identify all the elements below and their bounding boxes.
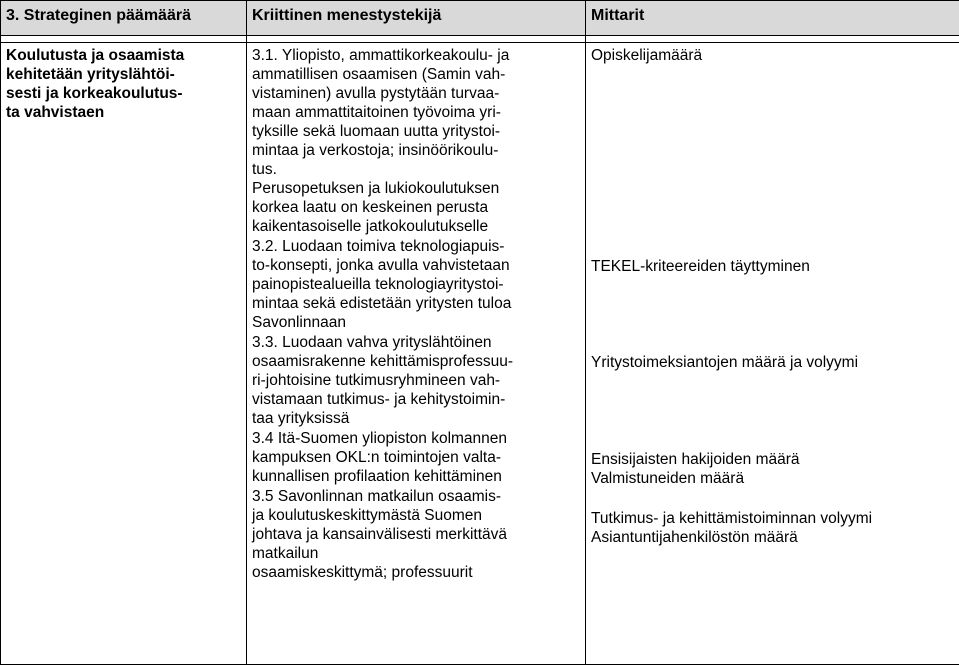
spacer-row [1, 36, 959, 43]
criterion-line: 3.3. Luodaan vahva yrityslähtöinen [252, 334, 492, 351]
criterion-line: 3.5 Savonlinnan matkailun osaamis- [252, 488, 501, 505]
criterion-line: mintaa ja verkostoja; insinöörikoulu- [252, 142, 499, 159]
measures-cell [586, 43, 959, 665]
measures-3-5 [591, 509, 954, 547]
criterion-line: matkailun [252, 545, 319, 562]
criterion-3-1 [252, 46, 580, 236]
criterion-line: ammatillisen osaamisen (Samin vah- [252, 66, 506, 83]
measure-line: Tutkimus- ja kehittämistoiminnan volyymi [591, 510, 873, 527]
criterion-line: ri-johtoisine tutkimusryhmineen vah- [252, 372, 501, 389]
criterion-3-4 [252, 429, 580, 486]
criterion-line: Savonlinnaan [252, 314, 346, 331]
criterion-line: vistamaan tutkimus- ja kehitystoimin- [252, 391, 506, 408]
criterion-line: Perusopetuksen ja lukiokoulutuksen [252, 180, 500, 197]
criterion-line: osaamisrakenne kehittämisprofessuu- [252, 353, 514, 370]
criterion-line: kaikentasoiselle jatkokoulutukselle [252, 218, 489, 235]
criterion-line: ja koulutuskeskittymästä Suomen [252, 507, 483, 524]
criterion-line: kunnallisen profilaation kehittäminen [252, 468, 502, 485]
strategic-goal-line: kehitetään yrityslähtöi- [6, 66, 175, 83]
measures-3-1 [591, 46, 954, 256]
measures-3-4 [591, 450, 954, 508]
header-row [1, 1, 959, 36]
criterion-3-5 [252, 487, 580, 582]
header-measures: Mittarit [586, 1, 959, 36]
content-row [1, 43, 959, 665]
criterion-line: maan ammattitaitoinen työvoima yri- [252, 104, 501, 121]
critical-factors-cell [247, 43, 586, 665]
header-strategic-goal: 3. Strateginen päämäärä [1, 1, 247, 36]
measure-line: Opiskelijamäärä [591, 47, 703, 64]
measure-line: TEKEL-kriteereiden täyttyminen [591, 258, 810, 275]
criterion-line: to-konsepti, jonka avulla vahvistetaan [252, 257, 510, 274]
criterion-3-3 [252, 333, 580, 428]
criterion-3-2 [252, 237, 580, 332]
measure-line: Asiantuntijahenkilöstön määrä [591, 529, 798, 546]
measures-3-2 [591, 257, 954, 352]
header-critical-success-factor: Kriittinen menestystekijä [247, 1, 586, 36]
criterion-line: osaamiskeskittymä; professuurit [252, 564, 473, 581]
criterion-line: vistaminen) avulla pystytään turvaa- [252, 85, 500, 102]
strategic-goal-line: ta vahvistaen [6, 104, 105, 121]
strategic-goal-cell [1, 43, 247, 665]
measure-line: Yritystoimeksiantojen määrä ja volyymi [591, 354, 859, 371]
measure-line: Ensisijaisten hakijoiden määrä [591, 451, 800, 468]
strategic-goal-line: Koulutusta ja osaamista [6, 47, 185, 64]
criterion-line: 3.1. Yliopisto, ammattikorkeakoulu- ja [252, 47, 510, 64]
criterion-line: korkea laatu on keskeinen perusta [252, 199, 489, 216]
criterion-line: mintaa sekä edistetään yritysten tuloa [252, 295, 512, 312]
criterion-line: taa yrityksissä [252, 410, 350, 427]
criterion-line: johtava ja kansainvälisesti merkittävä [252, 526, 508, 543]
criterion-line: kampuksen OKL:n toimintojen valta- [252, 449, 501, 466]
measures-3-3 [591, 353, 954, 449]
criterion-line: tyksille sekä luomaan uutta yritystoi- [252, 123, 501, 140]
criterion-line: 3.4 Itä-Suomen yliopiston kolmannen [252, 430, 508, 447]
strategic-goal-line: sesti ja korkeakoulutus- [6, 85, 183, 102]
criterion-line: 3.2. Luodaan toimiva teknologiapuis- [252, 238, 505, 255]
criterion-line: tus. [252, 161, 277, 178]
criterion-line: painopistealueilla teknologiayritystoi- [252, 276, 504, 293]
measure-line: Valmistuneiden määrä [591, 470, 745, 487]
